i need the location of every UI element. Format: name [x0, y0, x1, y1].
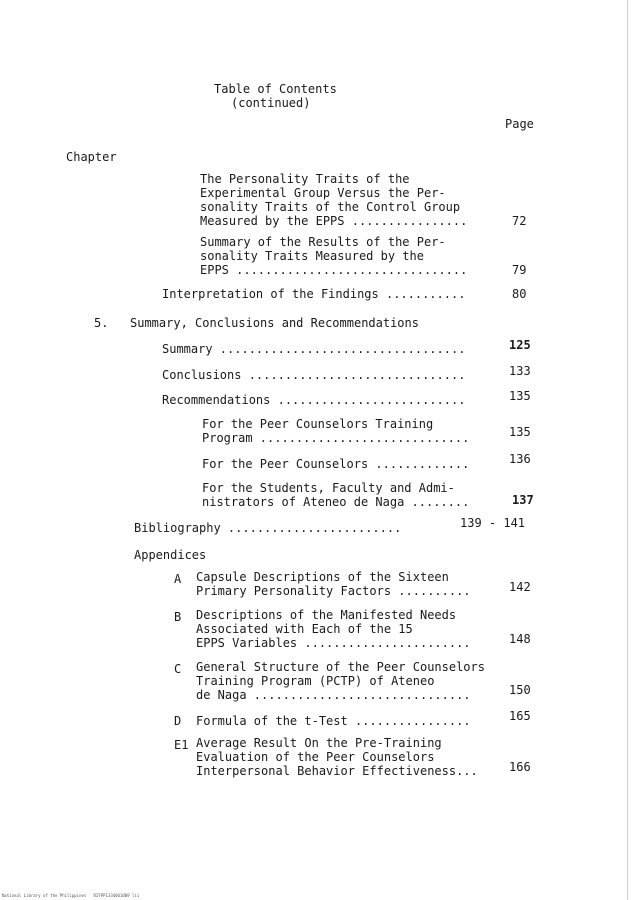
toc-entry-title: Formula of the t-Test ................ [196, 714, 471, 728]
toc-entry-title: Bibliography ........................ [134, 521, 402, 535]
archive-footer: National Library of the Philippines RIFPP1334061009 lii [2, 893, 140, 898]
toc-entry-title: Training Program (PCTP) of Ateneo [196, 674, 435, 688]
toc-entry-title: Program ............................. [202, 431, 470, 445]
page-edge [627, 0, 628, 900]
chapter-title: Summary, Conclusions and Recommendations [130, 316, 419, 330]
toc-page-number: 79 [512, 263, 527, 277]
toc-entry-title: Summary of the Results of the Per- [200, 235, 446, 249]
toc-entry-title: Conclusions .............................. [162, 368, 466, 382]
toc-entry-title: The Personality Traits of the [200, 172, 410, 186]
toc-entry-title: Interpersonal Behavior Effectiveness... [196, 764, 478, 778]
appendix-letter: D [174, 714, 182, 728]
toc-entry-title: sonality Traits Measured by the [200, 249, 424, 263]
toc-entry-title: sonality Traits of the Control Group [200, 200, 461, 214]
toc-entry-title: For the Students, Faculty and Admi- [202, 481, 455, 495]
toc-page-number: 139 - 141 [460, 516, 526, 530]
toc-entry-title: de Naga .............................. [196, 688, 471, 702]
appendix-letter: C [174, 662, 182, 676]
appendix-letter: E1 [174, 738, 189, 752]
toc-entry-title: General Structure of the Peer Counselors [196, 660, 485, 674]
toc-entry-title: Primary Personality Factors .......... [196, 584, 471, 598]
toc-entry-title: Interpretation of the Findings ........... [162, 287, 466, 301]
toc-page-number: 148 [509, 632, 531, 646]
appendix-letter: A [174, 572, 182, 586]
toc-entry-title: nistrators of Ateneo de Naga ........ [202, 495, 470, 509]
toc-page-number: 165 [509, 709, 531, 723]
toc-entry-title: Capsule Descriptions of the Sixteen [196, 570, 449, 584]
toc-entry-title: For the Peer Counselors ............. [202, 457, 470, 471]
chapter-column-header: Chapter [66, 150, 117, 164]
chapter-number: 5. [94, 316, 109, 330]
toc-page-number: 142 [509, 580, 531, 594]
toc-page-number: 137 [512, 493, 534, 507]
toc-page-number: 72 [512, 214, 527, 228]
page-column-header: Page [505, 117, 534, 131]
toc-entry-title: Experimental Group Versus the Per- [200, 186, 446, 200]
toc-entry-title: EPPS Variables ....................... [196, 636, 471, 650]
toc-title: Table of Contents [214, 82, 337, 96]
toc-page-number: 136 [509, 452, 531, 466]
toc-entry-title: EPPS ................................ [200, 263, 468, 277]
toc-entry-title: For the Peer Counselors Training [202, 417, 434, 431]
toc-entry-title: Measured by the EPPS ................ [200, 214, 468, 228]
toc-page-number: 133 [509, 364, 531, 378]
toc-entry-title: Descriptions of the Manifested Needs [196, 608, 457, 622]
toc-entry-title: Recommendations .......................... [162, 393, 466, 407]
toc-page-number: 125 [509, 338, 531, 352]
toc-page-number: 80 [512, 287, 527, 301]
toc-page-number: 135 [509, 389, 531, 403]
toc-page-number: 135 [509, 425, 531, 439]
toc-page-number: 150 [509, 683, 531, 697]
toc-entry-title: Associated with Each of the 15 [196, 622, 413, 636]
toc-page-number: 166 [509, 760, 531, 774]
toc-entry-title: Evaluation of the Peer Counselors [196, 750, 435, 764]
toc-subtitle: (continued) [231, 96, 311, 110]
toc-entry-title: Summary .................................. [162, 342, 466, 356]
appendices-heading: Appendices [134, 548, 207, 562]
toc-entry-title: Average Result On the Pre-Training [196, 736, 442, 750]
appendix-letter: B [174, 610, 182, 624]
